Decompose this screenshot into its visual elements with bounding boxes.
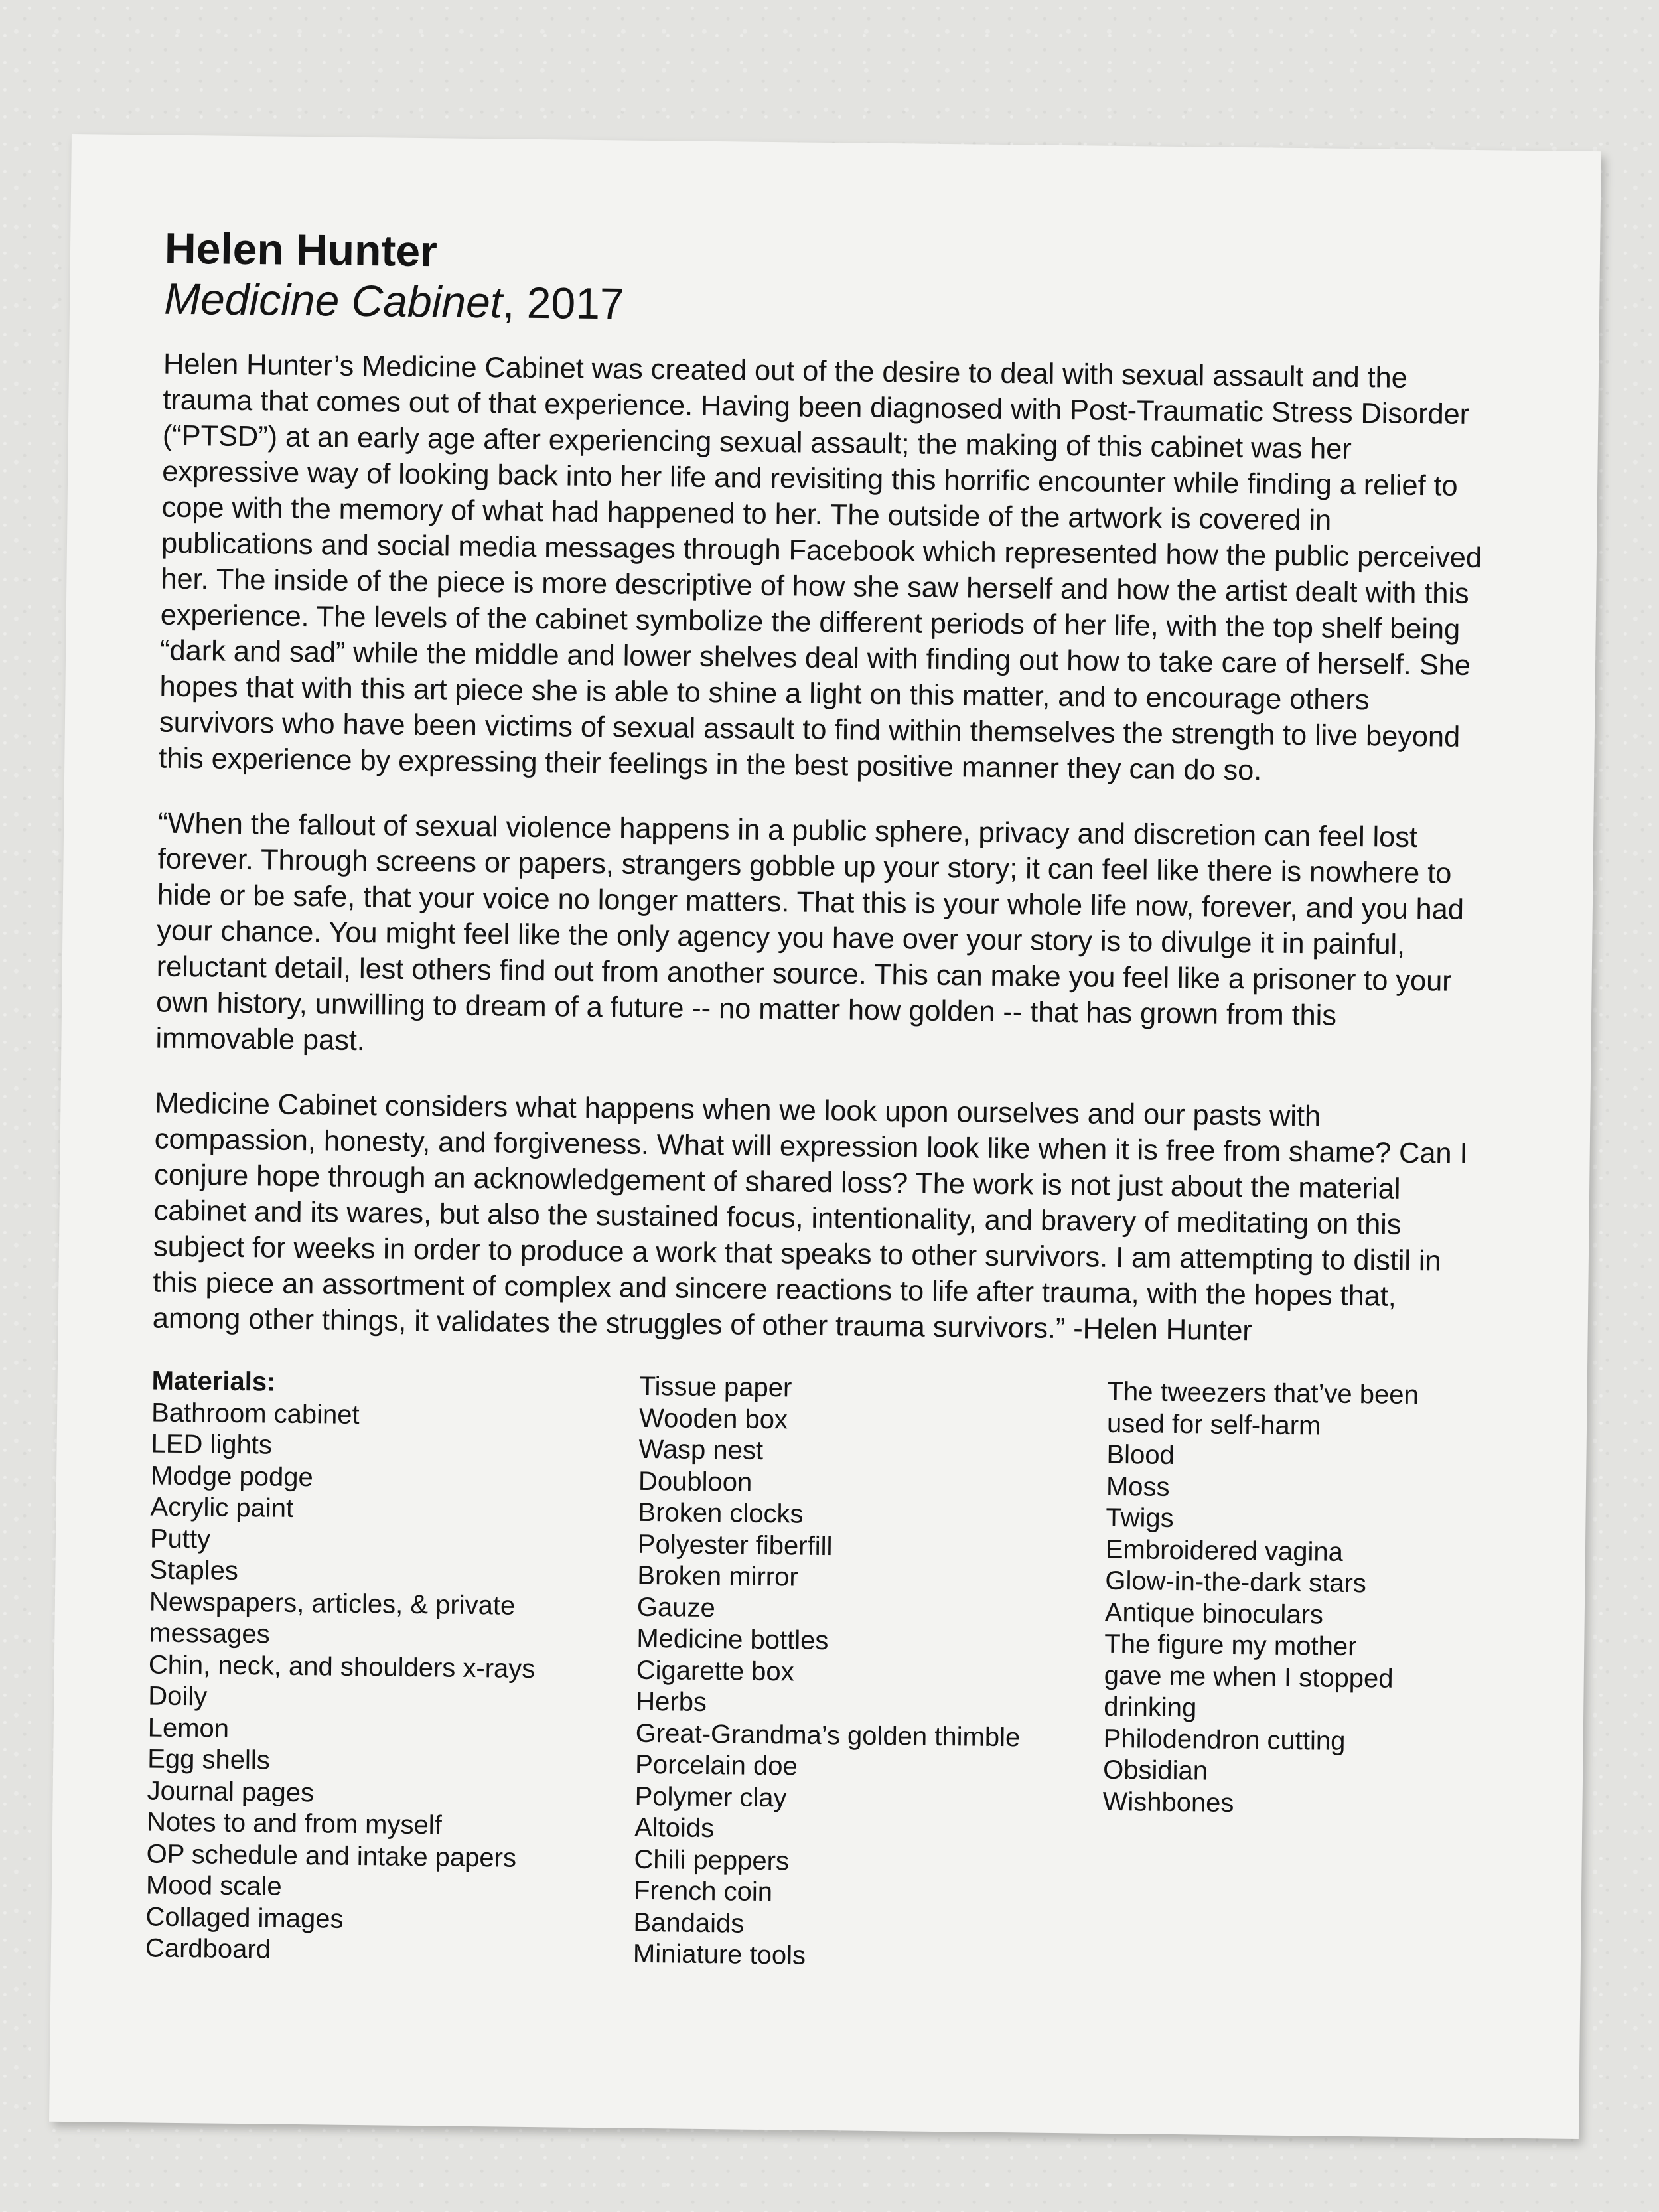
material-item: Polyester fiberfill xyxy=(637,1529,833,1561)
material-item: Doily xyxy=(148,1681,208,1712)
material-item: Porcelain doe xyxy=(634,1749,798,1781)
material-item: Glow-in-the-dark stars xyxy=(1105,1566,1367,1599)
material-item: Wishbones xyxy=(1102,1787,1234,1818)
material-item: French coin xyxy=(633,1876,773,1907)
material-item: Doubloon xyxy=(638,1466,753,1497)
material-item: LED lights xyxy=(151,1429,273,1460)
material-item: Cigarette box xyxy=(636,1655,794,1686)
material-item: Staples xyxy=(149,1555,239,1585)
material-item: Polymer clay xyxy=(634,1781,787,1812)
quote-paragraph: “When the fallout of sexual violence happens in a public sphere, privacy and discretion can feel lost forever. Through screens or papers, strangers gobble up your story; it can feel like there is nowhere to hide or be safe, that your voice no longer matters. That this is your whole life now, forever, and you had your chance. You might feel like the only agency you have over your story is to divulge it in painful, reluctant detail, lest others find out from another source. This can make you feel like a prisoner to your own history, unwilling to dream of a future -- no matter how golden -- that has grown from this immovable past. xyxy=(155,807,1465,1057)
material-item: Medicine bottles xyxy=(636,1623,829,1656)
material-item: Notes to and from myself xyxy=(146,1807,442,1840)
materials-heading: Materials: xyxy=(151,1366,276,1397)
material-item: Chin, neck, and shoulders x-rays xyxy=(148,1649,536,1684)
material-item: Moss xyxy=(1106,1471,1170,1502)
material-item: Chili peppers xyxy=(634,1844,790,1876)
description-paragraph: Helen Hunter’s Medicine Cabinet was created out of the desire to deal with sexual assault and the trauma that comes out of that experience. Having been diagnosed with Post-Traumatic Stress Disorder (“PTSD”) at an early age after experiencing sexual assault; the making of this cabinet was her expressive way of looking back into her life and revisiting this horrific encounter while finding a relief to cope with the memory of what had happened to her. The outside of the artwork is covered in publications and social media messages through Facebook which represented how the public perceived her. The inside of the piece is more descriptive of how she saw herself and how the artist dealt with this experience. The levels of the cabinet symbolize the different periods of her life, with the top shelf being “dark and sad” while the middle and lower shelves deal with finding out how to take care of herself. She hopes that with this art piece she is able to shine a light on this matter, and to encourage others survivors who have been victims of sexual assault to find within themselves the strength to live beyond this experience by expressing their feelings in the best positive manner they can do so. xyxy=(159,348,1482,787)
material-item: Obsidian xyxy=(1102,1755,1208,1786)
material-item: Wasp nest xyxy=(638,1434,764,1465)
material-item: Altoids xyxy=(634,1812,715,1844)
material-item: Antique binoculars xyxy=(1104,1597,1324,1630)
material-item: used for self-harm xyxy=(1106,1408,1321,1440)
material-item: Journal pages xyxy=(147,1775,315,1807)
material-item: Twigs xyxy=(1106,1503,1174,1533)
material-item: Miniature tools xyxy=(632,1939,806,1970)
material-item: Wooden box xyxy=(638,1403,788,1434)
material-item: Blood xyxy=(1106,1439,1175,1470)
placard-content xyxy=(145,223,1486,1980)
material-item: Broken clocks xyxy=(638,1497,804,1529)
artist-name: Helen Hunter xyxy=(164,223,438,276)
artwork-year: , 2017 xyxy=(502,277,625,329)
material-item: drinking xyxy=(1103,1692,1197,1723)
material-item: Bandaids xyxy=(633,1907,745,1939)
artwork-title-text: Medicine Cabinet xyxy=(163,273,503,327)
material-item: Tissue paper xyxy=(639,1371,792,1403)
material-item: Herbs xyxy=(636,1686,707,1718)
material-item: The tweezers that’ve been xyxy=(1107,1376,1419,1410)
materials-list xyxy=(145,1365,1473,1979)
material-item: Embroidered vagina xyxy=(1105,1534,1344,1567)
material-item: Newspapers, articles, & private xyxy=(149,1586,516,1621)
material-item: Collaged images xyxy=(145,1901,344,1934)
material-item: Modge podge xyxy=(150,1460,313,1492)
materials-column-1 xyxy=(145,1365,640,1970)
material-item: Great-Grandma’s golden thimble xyxy=(635,1718,1021,1752)
statement-paragraph: Medicine Cabinet considers what happens when we look upon ourselves and our pasts with compassion, honesty, and forgiveness. What will expression look like when it is free from shame? Can I conjure hope through an acknowledgement of shared loss? The work is not just about the material cabinet and its wares, but also the sustained focus, intentionality, and bravery of meditating on this subject for weeks in order to produce a work that speaks to other survivors. I am attempting to distil in this piece an assortment of complex and sincere reactions to life after trauma, with the hopes that, among other things, it validates the struggles of other trauma survivors.” -Helen Hunter xyxy=(152,1087,1468,1347)
materials-column-3 xyxy=(1101,1376,1453,1979)
material-item: Gauze xyxy=(636,1592,715,1623)
material-item: OP schedule and intake papers xyxy=(146,1838,517,1873)
material-item: Egg shells xyxy=(147,1744,271,1775)
material-item: Bathroom cabinet xyxy=(151,1397,360,1430)
material-item: messages xyxy=(149,1618,270,1649)
material-item: gave me when I stopped xyxy=(1104,1660,1394,1694)
material-item: Mood scale xyxy=(145,1870,282,1901)
material-item: Philodendron cutting xyxy=(1103,1724,1346,1756)
material-item: The figure my mother xyxy=(1104,1629,1357,1662)
material-item: Lemon xyxy=(147,1712,230,1743)
material-item: Broken mirror xyxy=(637,1560,798,1592)
material-item: Acrylic paint xyxy=(150,1492,294,1523)
material-item: Putty xyxy=(149,1523,211,1554)
material-item: Cardboard xyxy=(145,1933,271,1964)
materials-column-2 xyxy=(633,1371,1108,1975)
wall-placard xyxy=(49,134,1601,2139)
